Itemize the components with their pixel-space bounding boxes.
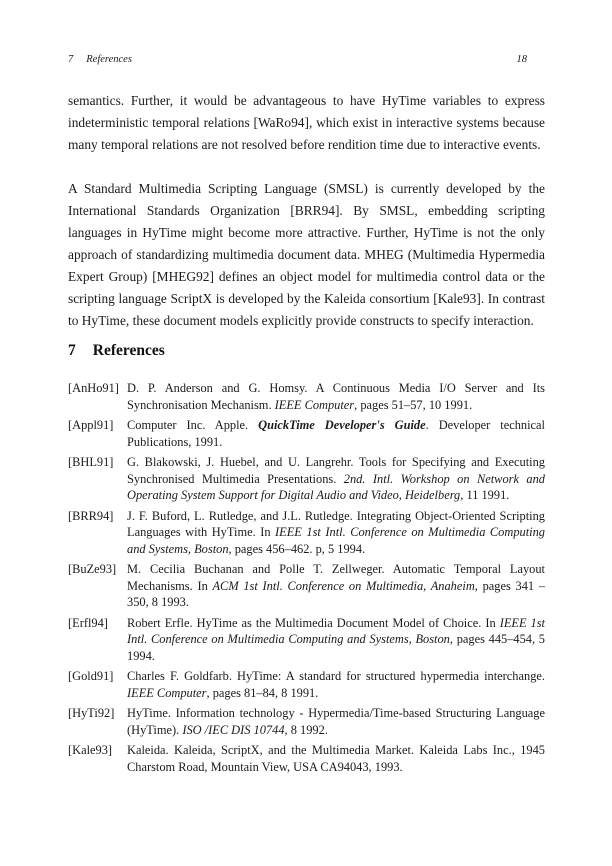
reference-entry — [68, 508, 545, 558]
reference-entry — [68, 561, 545, 611]
reference-entry — [68, 705, 545, 738]
reference-label: [Gold91] — [68, 669, 114, 683]
section-heading-title: References — [92, 342, 165, 359]
reference-label: [BHL91] — [68, 455, 114, 469]
running-header — [68, 54, 527, 66]
reference-entry — [68, 417, 545, 450]
reference-entry — [68, 615, 545, 665]
reference-text: Robert Erfle. HyTime as the Multimedia Document Model of Choice. In IEEE 1st Intl. Conference on Multimedia Computing and Systems, Boston, pages 445–454, 5 1994. — [127, 615, 546, 663]
reference-label: [HyTi92] — [68, 706, 115, 720]
reference-text: HyTime. Information technology - Hypermedia/Time-based Structuring Language (HyTime). ISO /IEC DIS 10744, 8 1992. — [127, 706, 545, 737]
body-paragraph: semantics. Further, it would be advantageous to have HyTime variables to express indeterministic temporal relations [WaRo94], which exist in interactive systems because many temporal relations are not resolved before rendition time due to interactive events. — [68, 93, 545, 152]
reference-label: [Appl91] — [68, 418, 114, 432]
reference-text: Kaleida. Kaleida, ScriptX, and the Multimedia Market. Kaleida Labs Inc., 1945 Charstom Road, Mountain View, USA CA94043, 1993. — [127, 743, 545, 774]
reference-text: D. P. Anderson and G. Homsy. A Continuous Media I/O Server and Its Synchronisation Mechanism. IEEE Computer, pages 51–57, 10 1991. — [127, 381, 545, 412]
reference-text: M. Cecilia Buchanan and Polle T. Zellweger. Automatic Temporal Layout Mechanisms. In ACM 1st Intl. Conference on Multimedia, Anaheim, pages 341 – 350, 8 1993. — [127, 562, 546, 609]
reference-entry — [68, 668, 545, 701]
body-paragraph: A Standard Multimedia Scripting Language (SMSL) is currently developed by the International Standards Organization [BRR94]. By SMSL, embedding scripting languages in HyTime might become more attractive. Further, HyTime is not the only approach of standardizing multimedia document data. MHEG (Multimedia Hypermedia Expert Group) [MHEG92] defines an object model for multimedia control data or the scripting language ScriptX is developed by the Kaleida consortium [Kale93]. In contrast to HyTime, these document models explicitly provide constructs to specify interaction. — [68, 181, 545, 328]
reference-label: [Kale93] — [68, 743, 113, 757]
reference-list — [68, 380, 545, 775]
reference-text: Charles F. Goldfarb. HyTime: A standard for structured hypermedia interchange. IEEE Computer, pages 81–84, 8 1991. — [127, 669, 545, 700]
page-content — [68, 90, 545, 779]
page-number: 18 — [516, 54, 527, 65]
reference-text: G. Blakowski, J. Huebel, and U. Langrehr. Tools for Specifying and Executing Synchronised Multimedia Presentations. 2nd. Intl. Workshop on Network and Operating System Support for Digital Audio and Video, Heidelberg, 11 1991. — [127, 455, 545, 502]
reference-label: [BuZe93] — [68, 562, 117, 576]
reference-text: Computer Inc. Apple. QuickTime Developer's Guide. Developer technical Publications, 1991. — [127, 418, 545, 449]
reference-label: [BRR94] — [68, 508, 114, 523]
section-heading — [68, 341, 545, 361]
section-heading-number: 7 — [68, 342, 76, 359]
reference-label: [Erfl94] — [68, 615, 108, 630]
reference-entry — [68, 454, 545, 504]
running-header-section — [68, 54, 132, 66]
running-header-section-title: References — [86, 54, 132, 65]
reference-text: J. F. Buford, L. Rutledge, and J.L. Rutledge. Integrating Object-Oriented Scripting Languages with HyTime. In IEEE 1st Intl. Conference on Multimedia Computing and Systems, Boston, pages 456–462. p, 5 1994. — [127, 508, 545, 556]
running-header-section-number: 7 — [68, 54, 74, 65]
reference-entry — [68, 380, 545, 413]
reference-label: [AnHo91] — [68, 381, 119, 395]
reference-entry — [68, 742, 545, 775]
